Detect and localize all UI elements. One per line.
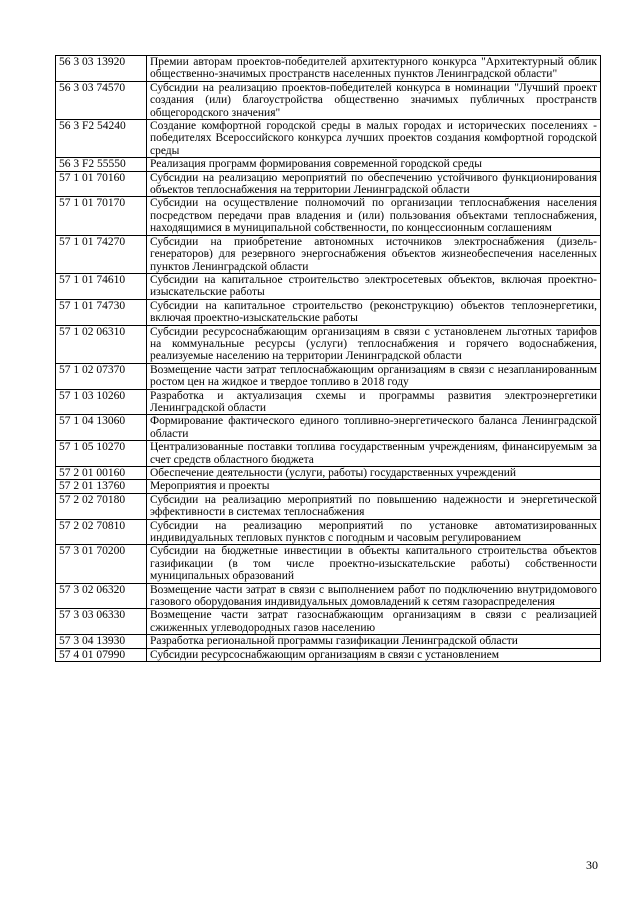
row-code: 56 3 03 74570 xyxy=(56,81,147,119)
row-description: Централизованные поставки топлива государственным учреждениям, финансируемым за счет средств областного бюджета xyxy=(147,441,601,467)
row-description: Мероприятия и проекты xyxy=(147,480,601,493)
row-description: Возмещение части затрат в связи с выполнением работ по подключению внутридомового газового оборудования индивидуальных домовладений к сетям газораспределения xyxy=(147,583,601,609)
table-row xyxy=(56,648,601,661)
row-code: 57 1 04 13060 xyxy=(56,415,147,441)
row-description: Создание комфортной городской среды в малых городах и исторических поселениях - победителях Всероссийского конкурса лучших проектов создания комфортной городской среды xyxy=(147,120,601,158)
row-code: 57 3 03 06330 xyxy=(56,609,147,635)
row-description: Разработка и актуализация схемы и программы развития электроэнергетики Ленинградской области xyxy=(147,389,601,415)
row-code: 57 3 04 13930 xyxy=(56,635,147,648)
row-code: 57 1 03 10260 xyxy=(56,389,147,415)
table-row xyxy=(56,325,601,363)
row-description: Субсидии на бюджетные инвестиции в объекты капитального строительства объектов газификации (в том числе проектно-изыскательские работы) собственности муниципальных образований xyxy=(147,545,601,583)
row-description: Реализация программ формирования современной городской среды xyxy=(147,158,601,171)
table-row xyxy=(56,415,601,441)
page-number: 30 xyxy=(586,858,598,872)
table-row xyxy=(56,609,601,635)
row-code: 57 2 01 00160 xyxy=(56,467,147,480)
table-row xyxy=(56,389,601,415)
row-code: 57 2 02 70180 xyxy=(56,493,147,519)
table-row xyxy=(56,171,601,197)
row-code: 57 1 02 07370 xyxy=(56,363,147,389)
row-description: Субсидии ресурсоснабжающим организациям в связи с установленем льготных тарифов на коммунальные ресурсы (услуги) теплоснабжения и горячего водоснабжения, реализуемые населению на территории Ленинградской области xyxy=(147,325,601,363)
row-code: 57 1 01 70160 xyxy=(56,171,147,197)
row-description: Субсидии на капитальное строительство (реконструкцию) объектов теплоэнергетики, включая проектно-изыскательские работы xyxy=(147,299,601,325)
row-description: Возмещение части затрат теплоснабжающим организациям в связи с незапланированным ростом цен на жидкое и твердое топливо в 2018 году xyxy=(147,363,601,389)
row-description: Субсидии на реализацию мероприятий по обеспечению устойчивого функционирования объектов теплоснабжения на территории Ленинградской области xyxy=(147,171,601,197)
row-code: 57 1 01 70170 xyxy=(56,197,147,235)
table-row xyxy=(56,273,601,299)
table-row xyxy=(56,545,601,583)
table-row xyxy=(56,480,601,493)
row-code: 57 1 02 06310 xyxy=(56,325,147,363)
budget-code-table xyxy=(55,55,601,662)
row-code: 57 1 01 74730 xyxy=(56,299,147,325)
row-description: Субсидии на реализацию мероприятий по установке автоматизированных индивидуальных тепловых пунктов с погодным и часовым регулированием xyxy=(147,519,601,545)
table-row xyxy=(56,197,601,235)
row-code: 57 3 01 70200 xyxy=(56,545,147,583)
table-row xyxy=(56,81,601,119)
row-code: 57 1 01 74610 xyxy=(56,273,147,299)
row-code: 57 2 01 13760 xyxy=(56,480,147,493)
table-row xyxy=(56,120,601,158)
row-description: Возмещение части затрат газоснабжающим организациям в связи с реализацией сжиженных углеводородных газов населению xyxy=(147,609,601,635)
row-description: Субсидии на реализацию проектов-победителей конкурса в номинации "Лучший проект создания (или) благоустройства общественно значимых публичных пространств общегородского значения" xyxy=(147,81,601,119)
table-body xyxy=(56,56,601,662)
row-description: Премии авторам проектов-победителей архитектурного конкурса "Архитектурный облик общественно-значимых пространств населенных пунктов Ленинградской области" xyxy=(147,56,601,82)
table-row xyxy=(56,583,601,609)
table-row xyxy=(56,635,601,648)
row-description: Субсидии на приобретение автономных источников электроснабжения (дизель-генераторов) для резервного энергоснабжения объектов жизнеобеспечения населенных пунктов Ленинградской области xyxy=(147,235,601,273)
table-row xyxy=(56,519,601,545)
row-code: 57 3 02 06320 xyxy=(56,583,147,609)
table-row xyxy=(56,158,601,171)
row-description: Разработка региональной программы газификации Ленинградской области xyxy=(147,635,601,648)
row-code: 57 4 01 07990 xyxy=(56,648,147,661)
row-description: Субсидии на реализацию мероприятий по повышению надежности и энергетической эффективности в системах теплоснабжения xyxy=(147,493,601,519)
table-row xyxy=(56,441,601,467)
table-row xyxy=(56,299,601,325)
row-code: 57 1 05 10270 xyxy=(56,441,147,467)
row-description: Формирование фактического единого топливно-энергетического баланса Ленинградской области xyxy=(147,415,601,441)
row-description: Обеспечение деятельности (услуги, работы) государственных учреждений xyxy=(147,467,601,480)
row-code: 57 1 01 74270 xyxy=(56,235,147,273)
row-description: Субсидии ресурсоснабжающим организациям в связи с установлением xyxy=(147,648,601,661)
row-code: 56 3 F2 55550 xyxy=(56,158,147,171)
row-code: 56 3 F2 54240 xyxy=(56,120,147,158)
table-row xyxy=(56,493,601,519)
row-code: 56 3 03 13920 xyxy=(56,56,147,82)
table-row xyxy=(56,235,601,273)
table-row xyxy=(56,363,601,389)
table-row xyxy=(56,467,601,480)
row-description: Субсидии на осуществление полномочий по организации теплоснабжения населения посредством передачи прав владения и (или) пользования объектами теплоснабжения, находящимися в муниципальной собственности, по концессионным соглашениям xyxy=(147,197,601,235)
row-code: 57 2 02 70810 xyxy=(56,519,147,545)
row-description: Субсидии на капитальное строительство электросетевых объектов, включая проектно-изыскательские работы xyxy=(147,273,601,299)
table-row xyxy=(56,56,601,82)
